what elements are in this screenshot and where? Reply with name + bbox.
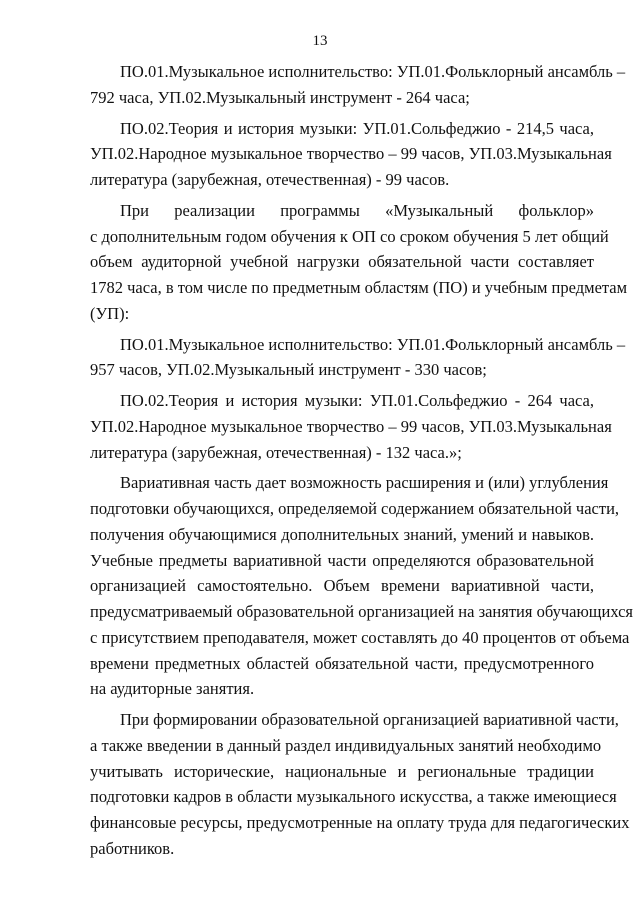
- text-line: Вариативная часть дает возможность расширения и (или) углубления: [120, 473, 609, 493]
- text-line: работников.: [90, 838, 175, 858]
- text-line: с присутствием преподавателя, может составлять до 40 процентов от объема: [90, 627, 630, 647]
- text-line: объем аудиторной учебной нагрузки обязательной части составляет: [90, 252, 594, 272]
- text-line: а также введении в данный раздел индивидуальных занятий необходимо: [90, 735, 602, 755]
- text-line: финансовые ресурсы, предусмотренные на оплату труда для педагогических: [90, 813, 630, 832]
- text-line: подготовки обучающихся, определяемой содержанием обязательной части,: [90, 499, 620, 518]
- paragraph: [90, 388, 612, 465]
- paragraph: [90, 59, 626, 111]
- paragraph: [90, 332, 626, 384]
- text-line: учитывать исторические, национальные и региональные традиции: [90, 761, 594, 781]
- text-line: с дополнительным годом обучения к ОП со сроком обучения 5 лет общий: [90, 226, 609, 246]
- text-line: 792 часа, УП.02.Музыкальный инструмент - 264 часа;: [90, 87, 470, 107]
- text-line: подготовки кадров в области музыкального искусства, а также имеющиеся: [90, 787, 617, 807]
- text-line: предусматриваемый образовательной организацией на занятия обучающихся: [90, 602, 634, 621]
- text-line: литература (зарубежная, отечественная) - 132 часа.»;: [90, 442, 462, 462]
- text-line: литература (зарубежная, отечественная) - 99 часов.: [90, 170, 450, 189]
- text-line: получения обучающимися дополнительных знаний, умений и навыков.: [90, 524, 594, 544]
- text-line: (УП):: [90, 303, 130, 323]
- paragraph: [90, 707, 630, 862]
- text-line: ПО.01.Музыкальное исполнительство: УП.01.Фольклорный ансамбль –: [120, 62, 626, 81]
- text-line: ПО.02.Теория и история музыки: УП.01.Сольфеджио - 264 часа,: [120, 391, 594, 410]
- text-line: времени предметных областей обязательной части, предусмотренного: [90, 653, 594, 673]
- paragraph: [90, 116, 612, 193]
- text-line: УП.02.Народное музыкальное творчество – 99 часов, УП.03.Музыкальная: [90, 416, 612, 436]
- paragraph: [90, 470, 634, 702]
- text-line: организацией самостоятельно. Объем времени вариативной части,: [90, 576, 594, 596]
- text-line: на аудиторные занятия.: [90, 679, 255, 699]
- text-line: При реализации программы «Музыкальный фольклор»: [120, 200, 594, 220]
- document-body: [90, 59, 634, 862]
- text-line: ПО.02.Теория и история музыки: УП.01.Сольфеджио - 214,5 часа,: [120, 118, 594, 138]
- page-number: 13: [312, 33, 328, 49]
- text-line: Учебные предметы вариативной части определяются образовательной: [90, 550, 594, 570]
- text-line: 957 часов, УП.02.Музыкальный инструмент - 330 часов;: [90, 360, 487, 380]
- text-line: УП.02.Народное музыкальное творчество – 99 часов, УП.03.Музыкальная: [90, 144, 612, 164]
- paragraph: [90, 198, 628, 327]
- text-line: ПО.01.Музыкальное исполнительство: УП.01.Фольклорный ансамбль –: [120, 334, 626, 354]
- text-line: При формировании образовательной организацией вариативной части,: [120, 710, 619, 729]
- text-line: 1782 часа, в том числе по предметным областям (ПО) и учебным предметам: [90, 278, 628, 297]
